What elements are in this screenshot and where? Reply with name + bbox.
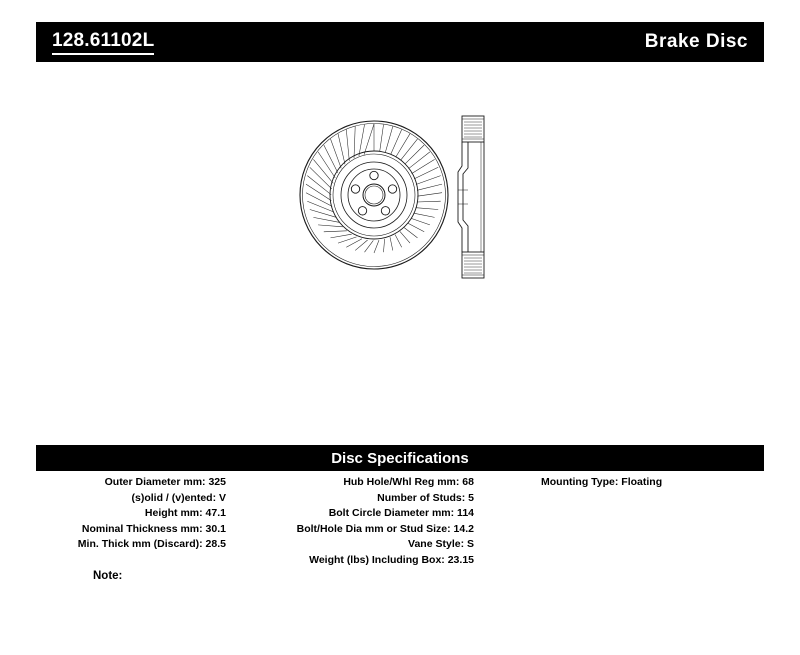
spec-item: (s)olid / (v)ented: V	[131, 491, 226, 504]
rotor-face-svg	[294, 105, 454, 285]
spec-item: Min. Thick mm (Discard): 28.5	[77, 538, 226, 550]
note-label: Note:	[93, 570, 123, 582]
spec-column-middle	[234, 475, 474, 568]
product-type-label: Brake Disc	[644, 31, 748, 52]
spec-item: Number of Studs: 5	[377, 491, 474, 504]
spec-item: Nominal Thickness mm: 30.1	[81, 522, 226, 535]
spec-item: Vane Style: S	[408, 538, 474, 550]
part-number: 128.61102L	[52, 30, 154, 55]
spec-item: Outer Diameter mm: 325	[104, 476, 226, 488]
spec-item: Mounting Type: Floating	[541, 476, 663, 488]
spec-title: Disc Specifications	[331, 449, 469, 467]
spec-item: Bolt/Hole Dia mm or Stud Size: 14.2	[296, 522, 474, 535]
rotor-cross-section-view	[454, 102, 500, 297]
spec-title-bar	[36, 445, 764, 471]
spec-item: Bolt Circle Diameter mm: 114	[328, 507, 474, 519]
spec-columns	[36, 475, 764, 585]
spec-item: Weight (lbs) Including Box: 23.15	[309, 553, 474, 566]
spec-item: Height mm: 47.1	[144, 507, 226, 519]
spec-item: Hub Hole/Whl Reg mm: 68	[343, 476, 474, 488]
spec-column-left	[36, 475, 226, 553]
product-drawing	[36, 80, 764, 420]
rotor-face-view	[294, 105, 454, 290]
header-bar	[36, 22, 764, 62]
rotor-section-svg	[454, 102, 500, 292]
spec-column-right	[541, 475, 764, 491]
